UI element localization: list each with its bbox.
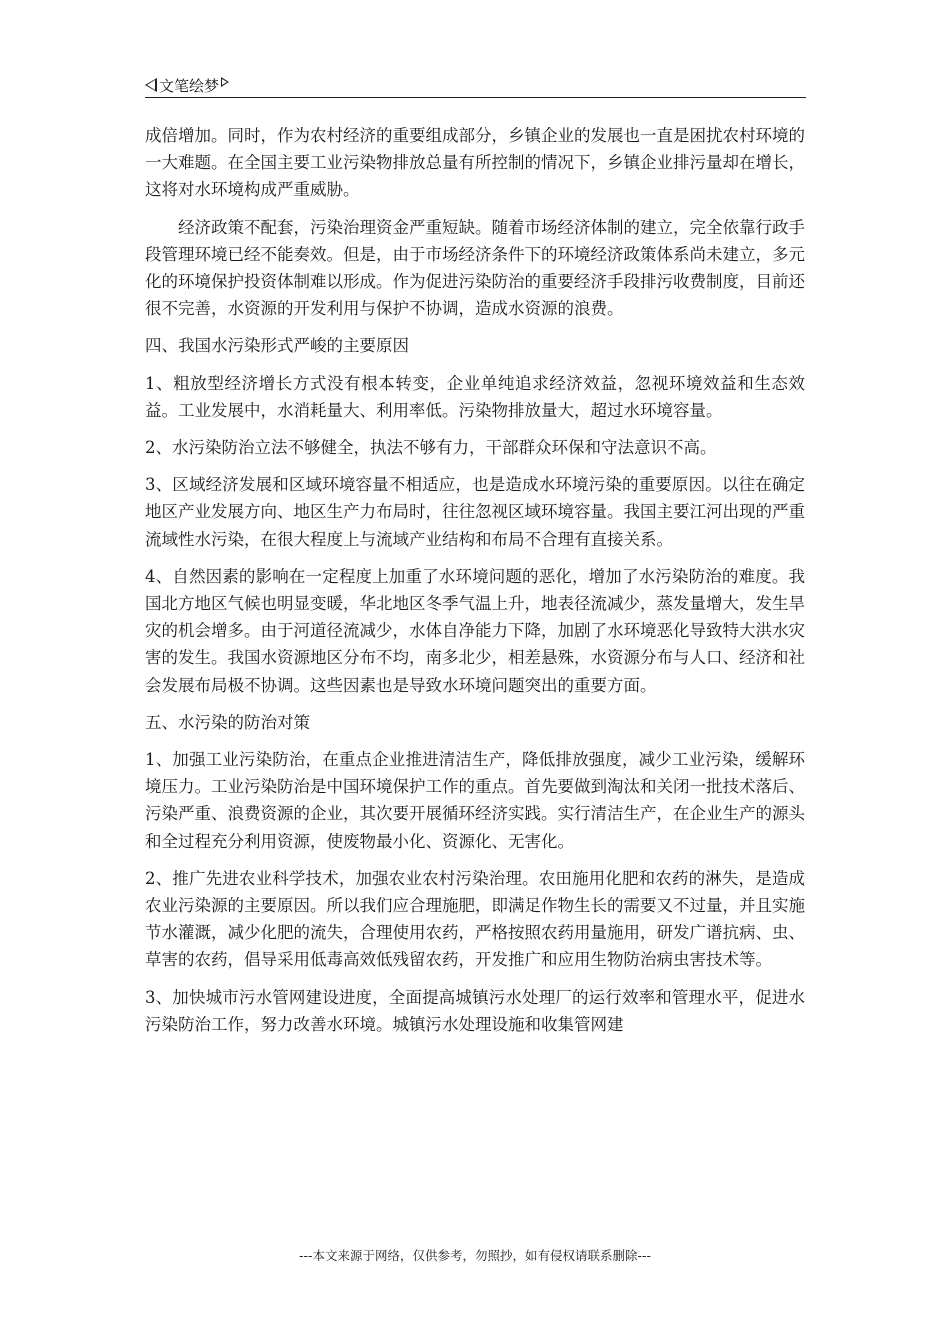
page-header [145, 74, 806, 96]
header-title: 文笔绘梦 [159, 76, 220, 95]
right-triangle-icon [221, 77, 229, 87]
paragraph: 成倍增加。同时，作为农村经济的重要组成部分，乡镇企业的发展也一直是困扰农村环境的一大难题。在全国主要工业污染物排放总量有所控制的情况下，乡镇企业排污量却在增长，这将对水环境构成严重威胁。 [145, 126, 805, 200]
header-rule [145, 97, 806, 98]
page-footer: ---本文来源于网络，仅供参考，勿照抄，如有侵权请联系删除--- [298, 1248, 652, 1263]
document-body [145, 122, 805, 1048]
paragraph: 2、水污染防治立法不够健全，执法不够有力，干部群众环保和守法意识不高。 [145, 438, 717, 458]
paragraph: 1、粗放型经济增长方式没有根本转变，企业单纯追求经济效益，忽视环境效益和生态效益。工业发展中，水消耗量大、利用率低。污染物排放量大，超过水环境容量。 [145, 373, 805, 420]
section-heading: 五、水污染的防治对策 [145, 712, 310, 732]
left-triangle-icon [145, 78, 157, 92]
paragraph: 3、加快城市污水管网建设进度，全面提高城镇污水处理厂的运行效率和管理水平，促进水污染防治工作，努力改善水环境。城镇污水处理设施和收集管网建 [145, 987, 805, 1034]
paragraph: 4、自然因素的影响在一定程度上加重了水环境问题的恶化，增加了水污染防治的难度。我国北方地区气候也明显变暖，华北地区冬季气温上升，地表径流减少，蒸发量增大，发生旱灾的机会增多。由于河道径流减少，水体自净能力下降，加剧了水环境恶化导致特大洪水灾害的发生。我国水资源地区分布不均，南多北少，相差悬殊，水资源分布与人口、经济和社会发展布局极不协调。这些因素也是导致水环境问题突出的重要方面。 [145, 566, 805, 695]
section-heading: 四、我国水污染形式严峻的主要原因 [145, 336, 409, 356]
paragraph: 2、推广先进农业科学技术，加强农业农村污染治理。农田施用化肥和农药的淋失，是造成农业污染源的主要原因。所以我们应合理施肥，即满足作物生长的需要又不过量，并且实施节水灌溉，减少化肥的流失，合理使用农药，严格按照农药用量施用，研发广谱抗病、虫、草害的农药，倡导采用低毒高效低残留农药，开发推广和应用生物防治病虫害技术等。 [145, 868, 805, 970]
paragraph: 1、加强工业污染防治，在重点企业推进清洁生产，降低排放强度，减少工业污染，缓解环境压力。工业污染防治是中国环境保护工作的重点。首先要做到淘汰和关闭一批技术落后、污染严重、浪费资源的企业，其次要开展循环经济实践。实行清洁生产，在企业生产的源头和全过程充分利用资源，使废物最小化、资源化、无害化。 [145, 750, 805, 851]
paragraph: 经济政策不配套，污染治理资金严重短缺。随着市场经济体制的建立，完全依靠行政手段管理环境已经不能奏效。但是，由于市场经济条件下的环境经济政策体系尚未建立，多元化的环境保护投资体制难以形成。作为促进污染防治的重要经济手段排污收费制度，目前还很不完善，水资源的开发利用与保护不协调，造成水资源的浪费。 [145, 217, 805, 319]
paragraph: 3、区域经济发展和区域环境容量不相适应，也是造成水环境污染的重要原因。以往在确定地区产业发展方向、地区生产力布局时，往往忽视区域环境容量。我国主要江河出现的严重流域性水污染，在很大程度上与流域产业结构和布局不合理有直接关系。 [145, 475, 805, 549]
